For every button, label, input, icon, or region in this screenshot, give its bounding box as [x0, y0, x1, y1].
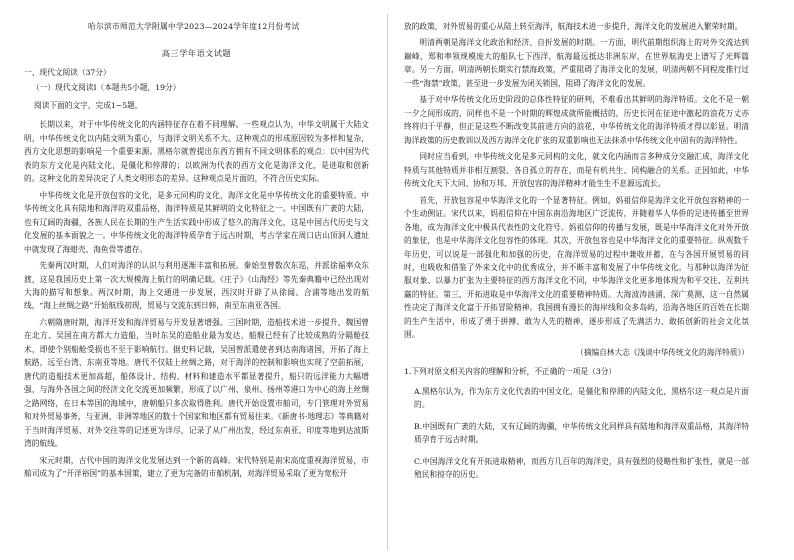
option-b: B.中国既有广袤的大陆，又有辽阔的海疆，中华传统文化同样具有陆地和海洋双重品格，其海洋特质孕育于远古时期。	[414, 421, 749, 445]
passage-paragraph: 先秦两汉时期，人们对海洋的认识与利用逐渐丰富和拓展。秦始皇曾数次东巡，并派徐福率众东渡，这是我国历史上第一次大规模海上航行的明确记载。《庄子》《山海经》等先秦典籍中已经出现对大海的描写和想象。两汉时期，海上交通进一步发展，西汉时开辟了从徐闻、合浦等地出发的航线，“海上丝绸之路”开始航线初现，贸易与交流东到日韩，南至东南亚各国。	[24, 261, 369, 311]
passage-paragraph: 基于对中华传统文化历史阶段的总体性特征的研判，不难看出其鲜明的海洋特质。文化不是一朝一夕之间形成的，同样也不是一个时期的辉煌成就所能概括的，历史长河在征途中激起的浪花万丈亦终将归于平静，但正是这些不断改变其前进方向的浪花，中华传统文化的海洋特质才得以彰显。明清海洋政策的历史教训以及西方海洋文化扩张的双重影响也无法抹杀中华传统文化中固有的海洋特性。	[404, 95, 749, 145]
subsection-heading: （一）现代文阅读Ⅰ（本题共5小题，19分）	[32, 83, 181, 93]
passage-paragraph: 明清两朝是海洋文化政治和经济、自折发展的时期。一方面，明代前期组织海上的对外交流达到巅峰，郑和率领规模庞大的船队七下西洋，航海最远抵达非洲东岸，在世界航海史上谱写了光辉篇章。另一方面，明清两朝长期实行禁海政策，严重阻碍了海洋文化的发展，明清两朝不同程度推行过一些“海禁”政策，甚至进一步发展为闭关锁国，阻碍了海洋文化的发展。	[404, 38, 749, 88]
passage-source: （摘编自林大志《浅谈中华传统文化的海洋特质》）	[576, 347, 749, 357]
passage-paragraph: 长期以来，对于中华传统文化的内涵特征存在着不同理解。一些观点认为，中华文明属于大陆文明，中华传统文化以内陆文明为重心，与海洋文明关系不大。这种观点的形成原因较为多样和复杂，西方文化思想的影响是一个重要来源。黑格尔就曾提出东西方拥有不同文明体系的观点：以中国为代表的东方文化是内陆文化，是僵化和停滞的；以欧洲为代表的西方文化是海洋文化，是进取和创新的。这种文化的差异决定了人类文明形态的差异。这种观点是片面的，不符合历史实际。	[24, 120, 369, 184]
option-a: A.黑格尔认为，作为东方文化代表的中国文化，是僵化和停滞的内陆文化，黑格尔这一观点是片面的。	[414, 386, 749, 410]
exam-title: 高三学年语文试题	[161, 47, 232, 58]
option-c: C.中国海洋文化有开拓进取精神，而西方几百年的海洋史，具有强烈的侵略性和扩张性，就是一部殖民和掠夺的历史。	[414, 456, 749, 480]
right-column	[404, 20, 749, 490]
column-divider	[387, 14, 388, 550]
passage-paragraph: 宋元时期，古代中国的海洋文化发展达到一个新的高峰。宋代特别是南宋高度重视海洋贸易，市舶司成为了“开洋裕国”的基本国策，建立了更为完备的市舶机制，对海洋贸易采取了更为宽松开	[24, 455, 369, 479]
passage-paragraph: 首先，开放包容是中华海洋文化的一个显著特征。例如，妈祖信仰是海洋文化开放包容精神的一个生动例证。宋代以来，妈祖信仰在中国东南沿海地区广泛流传，并随着华人华侨的足迹传播至世界各地，成为海洋文化中极具代表性的文化符号。妈祖信仰的传播与发展，既是中华海洋文化对外开放的象征，也是中华海洋文化包容性的体现。其次，开放包容也是中华海洋文化的重要特征。纵观数千年历史，可以说是一部强化和加强的历史，在海洋贸易的过程中兼收并蓄，在与各国开展贸易的同时，也吸收和借鉴了外来文化中的优秀成分，并不断丰富和发展了中华传统文化。与那种以海洋为征服对象、以暴力扩张为主要特征的西方海洋文化不同，中华海洋文化更多地体现为和平交往、互利共赢的特征。第三，开拓进取是中华海洋文化的重要精神特质。大海波涛汹涌，深广莫测，这一自然属性决定了海洋文化富于开拓冒险精神。我国拥有漫长的海岸线和众多岛屿，沿海各地区的百姓在长期的生产生活中，形成了勇于拼搏、敢为人先的精神，逐步形成了先满活力、敢拓创新的社会文化氛围。	[404, 195, 749, 340]
section-heading: 一、现代文阅读（37分）	[24, 67, 111, 77]
passage-paragraph-continued: 放的政策，对外贸易的重心从陆上转至海洋，航海技术进一步提升，海洋文化的发展进入繁荣时期。	[404, 22, 743, 31]
passage-paragraph: 同时应当看到，中华传统文化是多元同构的文化，就文化内涵而言多种成分交融汇成，海洋文化特质与其他特质并非相互割裂、各自孤立的存在，而是有机共生、同构融合的关系。正因如此，中华传统文化天下大同、协和万邦、开放包容的海洋精神才能生生不息源远流长。	[404, 152, 749, 189]
reading-instruction: 阅读下面的文字，完成1~5题。	[34, 100, 143, 110]
left-column	[24, 20, 369, 484]
question-1: 1.下列对原文相关内容的理解和分析，不正确的一项是（3分）	[404, 367, 617, 377]
passage-paragraph: 六朝隋唐时期，海洋开发和海洋贸易与开发显著增强。三国时期，造船技术进一步提升，魏国曾在北方、吴国在南方都大力造船，当时东吴的造船业最为发达，船舰已经有了比较成熟的分隔舱技术，即使个别船舱受损也不至于影响航行。据史料记载，吴国曾派遣使者到达南海诸国，开拓了海上航路，远至台湾、东南亚等地。唐代不仅陆上丝绸之路，对于海洋的控制和影响也实现了空前拓展，唐代的造船技术更加高超，船体设计、结构、材料和建造水平都显著提升，船只的远洋能力大幅增强，与海外各国之间的经济文化交流更加频繁，形成了以广州、泉州、扬州等港口为中心的海上丝绸之路网络，在日本等国的海域中，唐朝船只多次取得胜利。唐代开始设置市舶司，专门管理对外贸易和对外贸易事务，与亚洲、非洲等地区的数十个国家和地区都有贸易往来。《新唐书·地理志》等典籍对于当时海洋贸易、对外交往等的记述更为详尽，记录了从广州出发，经过东南亚、印度等地到达波斯湾的航线。	[24, 317, 369, 449]
school-exam-line: 哈尔滨市师范大学附属中学2023—2024学年度12月份考试	[88, 22, 300, 31]
passage-paragraph: 中华传统文化是开放包容的文化，是多元同构的文化，海洋文化是中华传统文化的重要特质。中华传统文化具有陆地和海洋的双重品格，海洋特质是其鲜明的文化特征之一。中国既有广袤的大陆，也有辽阔的海疆，各族人民在长期的生产生活实践中形成了悠久的海洋文化，这是中国古代历史与文化发展的基本面貌之一。中华传统文化的海洋特质孕育于远古时期，考古学家在周口店山顶洞人遗址中就发现了海蚶壳、海鱼骨等遗存。	[24, 190, 369, 254]
